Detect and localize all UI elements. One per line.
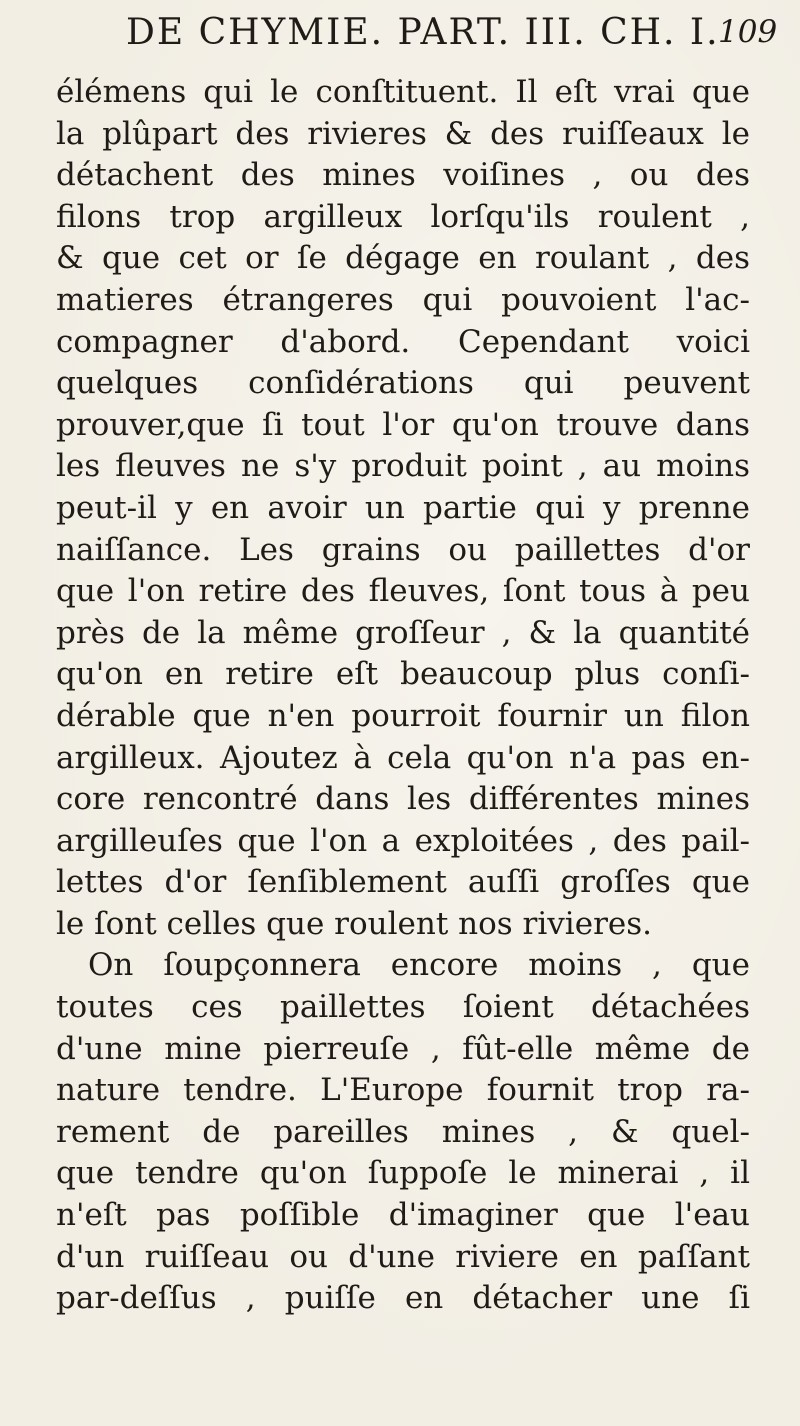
text-line: On ſoupçonnera encore moins , que <box>88 947 750 984</box>
text-line: matieres étrangeres qui pouvoient l'ac- <box>56 281 750 318</box>
text-line: & que cet or ſe dégage en roulant , des <box>56 240 750 277</box>
text-line: argilleux. Ajoutez à cela qu'on n'a pas en- <box>56 739 750 776</box>
running-head <box>0 12 800 62</box>
text-line: toutes ces paillettes ſoient détachées <box>56 989 750 1026</box>
text-line: la plûpart des rivieres & des ruiſſeaux le <box>56 115 750 152</box>
body-text <box>56 72 750 1320</box>
text-line: quelques conſidérations qui peuvent <box>56 365 750 402</box>
text-line: par-deſſus , puiſſe en détacher une ſi <box>56 1280 750 1317</box>
text-line: peut-il y en avoir un partie qui y prenne <box>56 489 750 526</box>
text-line: prouver,que ſi tout l'or qu'on trouve dans <box>56 406 750 443</box>
text-line: naiſſance. Les grains ou paillettes d'or <box>56 531 750 568</box>
text-line: élémens qui le conſtituent. Il eſt vrai que <box>56 74 750 110</box>
text-line: que tendre qu'on ſuppoſe le minerai , il <box>56 1155 750 1192</box>
text-line: d'un ruiſſeau ou d'une riviere en paſſant <box>56 1238 750 1275</box>
text-line: près de la même groſſeur , & la quantité <box>56 614 750 651</box>
page-number: 109 <box>718 14 778 50</box>
text-line: dérable que n'en pourroit fournir un filon <box>56 697 750 734</box>
text-line: argilleuſes que l'on a exploitées , des pail- <box>56 822 750 859</box>
text-line: d'une mine pierreuſe , fût-elle même de <box>56 1030 750 1067</box>
text-line: compagner d'abord. Cependant voici <box>56 323 750 360</box>
text-line: filons trop argilleux lorſqu'ils roulent , <box>56 198 750 235</box>
text-line: les fleuves ne s'y produit point , au moins <box>56 448 750 485</box>
text-line: rement de pareilles mines , & quel- <box>56 1113 750 1150</box>
text-line: nature tendre. L'Europe fournit trop ra- <box>56 1072 750 1109</box>
text-line: que l'on retire des fleuves, ſont tous à peu <box>56 573 750 610</box>
text-line: core rencontré dans les différentes mines <box>56 781 750 818</box>
text-line: détachent des mines voiſines , ou des <box>56 157 750 194</box>
text-line: le ſont celles que roulent nos rivieres. <box>56 905 652 942</box>
text-line: qu'on en retire eſt beaucoup plus conſi- <box>56 656 750 693</box>
text-line: n'eſt pas poſſible d'imaginer que l'eau <box>56 1197 750 1234</box>
text-line: lettes d'or ſenſiblement auſſi groſſes que <box>56 864 750 901</box>
running-head-title: DE CHYMIE. PART. III. CH. I. <box>126 12 720 53</box>
